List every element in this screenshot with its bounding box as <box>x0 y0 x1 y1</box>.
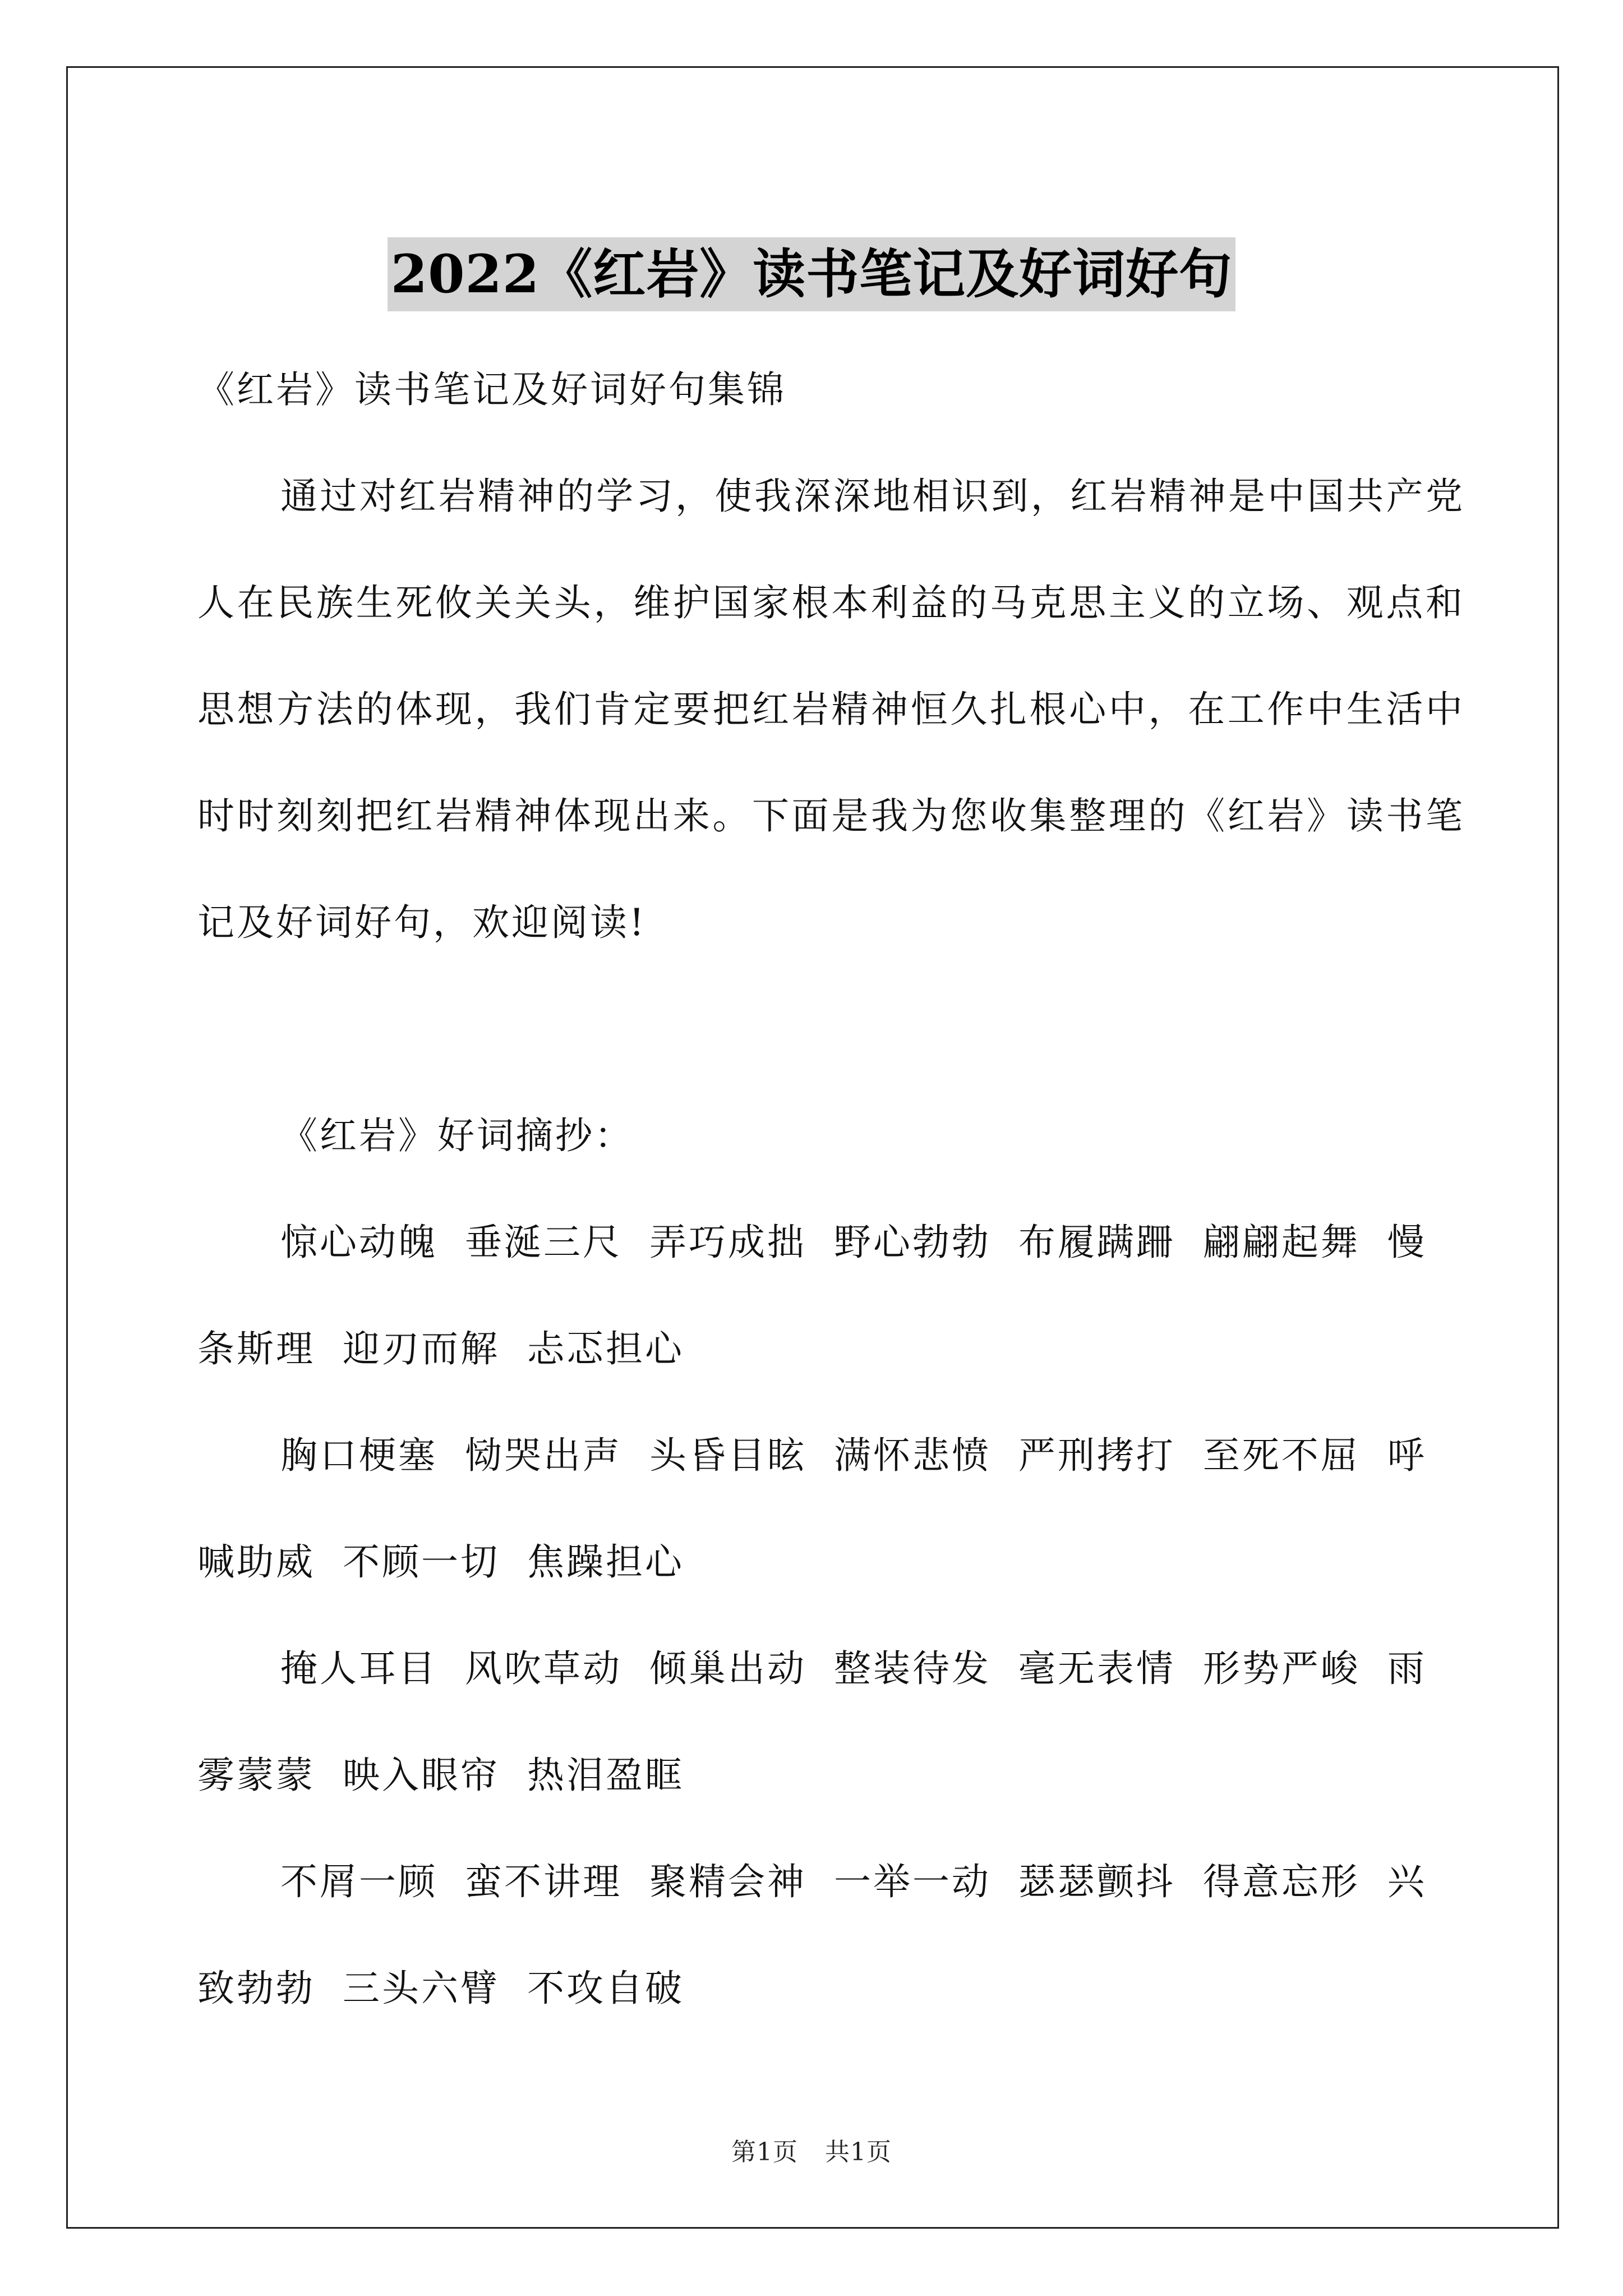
document-subtitle: 《红岩》读书笔记及好词好句集锦 <box>197 368 786 411</box>
document-title: 2022《红岩》读书笔记及好词好句 <box>388 237 1236 311</box>
page-current: 第1页 <box>731 2138 798 2166</box>
word-group-1: 惊心动魄 垂涎三尺 弄巧成拙 野心勃勃 布履蹒跚 翩翩起舞 慢条斯理 迎刃而解 忐忑担心 <box>197 1221 1427 1370</box>
page-footer <box>0 2132 1623 2168</box>
intro-paragraph: 通过对红岩精神的学习，使我深深地相识到，红岩精神是中国共产党人在民族生死攸关关头，维护国家根本利益的马克思主义的立场、观点和思想方法的体现，我们肯定要把红岩精神恒久扎根心中，在工作中生活中时时刻刻把红岩精神体现出来。下面是我为您收集整理的《红岩》读书笔记及好词好句，欢迎阅读! <box>197 475 1465 944</box>
paragraph-spacer <box>197 976 1465 1083</box>
word-group-2: 胸口梗塞 恸哭出声 头昏目眩 满怀悲愤 严刑拷打 至死不屈 呼喊助威 不顾一切 焦躁担心 <box>197 1434 1427 1584</box>
word-group-3: 掩人耳目 风吹草动 倾巢出动 整装待发 毫无表情 形势严峻 雨雾蒙蒙 映入眼帘 热泪盈眶 <box>197 1647 1427 1797</box>
word-group-4: 不屑一顾 蛮不讲理 聚精会神 一举一动 瑟瑟颤抖 得意忘形 兴致勃勃 三头六臂 不攻自破 <box>197 1860 1427 2010</box>
words-heading: 《红岩》好词摘抄： <box>280 1114 634 1157</box>
page-total: 共1页 <box>825 2138 892 2166</box>
document-body <box>197 337 1465 2042</box>
title-container <box>0 202 1623 347</box>
